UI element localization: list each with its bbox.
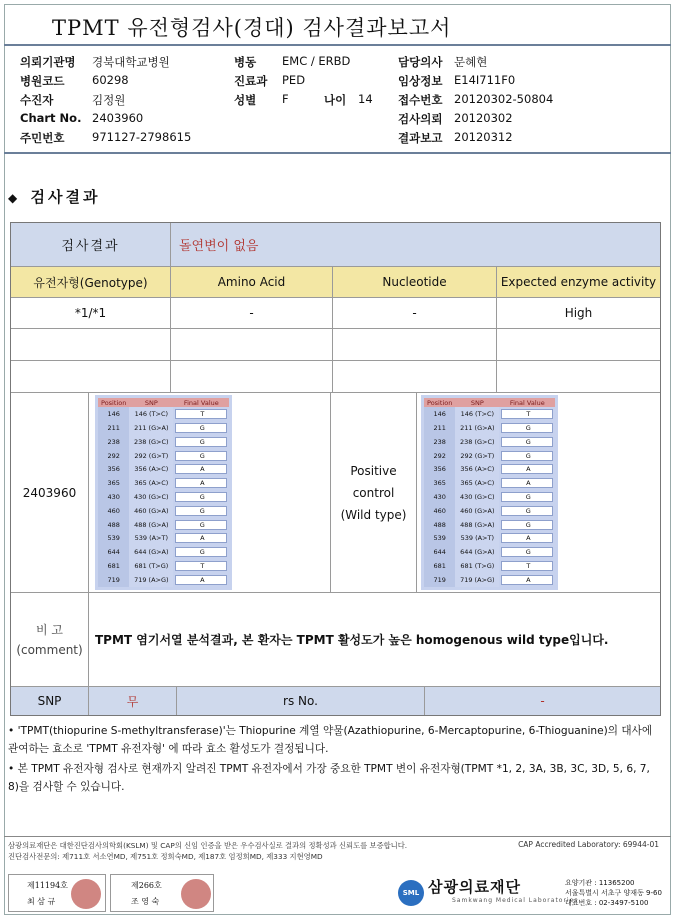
snp-final-value: T: [499, 407, 555, 421]
stamp-1-name: 최 삼 규: [27, 897, 56, 906]
lab-registration: 요양기관 : 11365200: [565, 879, 635, 887]
control-label: Positive control (Wild type): [331, 393, 417, 592]
lab-name: 삼광의료재단: [428, 878, 521, 896]
snp-row: [98, 421, 229, 435]
snp-final-value: G: [499, 504, 555, 518]
info-row-5: [20, 130, 660, 149]
lab-address: 서울특별시 서초구 양재동 9-60: [565, 889, 662, 897]
snp-header: SNP: [129, 398, 173, 407]
info-row-2: [20, 73, 660, 92]
snp-position: 292: [98, 449, 129, 463]
genotype-header-row: [11, 267, 660, 298]
chart-label: Chart No.: [20, 111, 82, 125]
snp-change: 356 (A>C): [129, 463, 173, 477]
lab-phone: 대표번호 : 02-3497-5100: [565, 899, 649, 907]
note-1: • 'TPMT(thiopurine S-methyltransferase)'는 Thiopurine 계열 약물(Azathiopurine, 6-Mercaptopurine, 6-Thioguanine)의 대사에 관여하는 효소로 'TPMT 유전자형' 에 따라 효소 활성도가 결정됩니다.: [8, 725, 653, 755]
snp-position: 488: [98, 518, 129, 532]
snp-position: 365: [424, 476, 455, 490]
snp-row: [98, 531, 229, 545]
snp-change: 146 (T>C): [455, 407, 499, 421]
info-divider: [4, 152, 671, 154]
title-divider: [4, 44, 671, 46]
snp-position: 211: [98, 421, 129, 435]
snp-final-value: G: [173, 518, 229, 532]
stamp-2-name: 조 영 숙: [131, 897, 160, 906]
snp-row: [424, 518, 555, 532]
comment-text: TPMT 염기서열 분석결과, 본 환자는 TPMT 활성도가 높은 homogenous wild type입니다.: [95, 633, 609, 647]
info-row-3: [20, 92, 660, 111]
rrn-label: 주민번호: [20, 131, 65, 145]
rs-label: rs No.: [177, 687, 425, 715]
snp-position: 644: [424, 545, 455, 559]
snp-row: [98, 573, 229, 587]
code-label: 병원코드: [20, 74, 65, 88]
snp-change: 539 (A>T): [455, 531, 499, 545]
snp-label: SNP: [11, 687, 89, 715]
snp-final-value: G: [499, 435, 555, 449]
snp-final-value: G: [173, 421, 229, 435]
genotype-header: 유전자형(Genotype): [11, 267, 171, 297]
result-summary: 돌연변이 없음: [171, 223, 660, 266]
snp-row: [98, 476, 229, 490]
snp-final-value: A: [173, 531, 229, 545]
sml-logo-icon: SML: [398, 880, 424, 906]
patient-info: [20, 54, 660, 149]
snp-value: 무: [89, 687, 177, 715]
snp-final-value: G: [173, 490, 229, 504]
request-label: 검사의뢰: [398, 112, 443, 126]
snp-position: 430: [98, 490, 129, 504]
snp-row: [98, 504, 229, 518]
snp-final-value: T: [173, 559, 229, 573]
snp-row: [424, 545, 555, 559]
cap-accreditation: CAP Accredited Laboratory: 69944-01: [518, 840, 659, 849]
snp-change: 488 (G>A): [129, 518, 173, 532]
snp-row: [424, 531, 555, 545]
snp-header: SNP: [455, 398, 499, 407]
snp-change: 365 (A>C): [129, 476, 173, 490]
lab-name-english: Samkwang Medical Laboratories: [452, 897, 579, 904]
snp-final-value: A: [173, 476, 229, 490]
clinical-label: 임상정보: [398, 74, 443, 88]
snp-position: 146: [424, 407, 455, 421]
snp-change: 460 (G>A): [455, 504, 499, 518]
snp-change: 488 (G>A): [455, 518, 499, 532]
footer-divider: [4, 836, 671, 837]
request-value: 20120302: [454, 111, 513, 125]
snp-final-value: A: [173, 463, 229, 477]
footer-text: [8, 840, 407, 862]
stamp-2: [110, 874, 214, 912]
snp-final-value: G: [173, 435, 229, 449]
snp-row: [98, 490, 229, 504]
snp-summary-row: [11, 687, 660, 715]
receipt-label: 접수번호: [398, 93, 443, 107]
sex-label: 성별: [234, 93, 257, 107]
snp-change: 460 (G>A): [129, 504, 173, 518]
snp-change: 430 (G>C): [129, 490, 173, 504]
empty-row: [11, 361, 660, 393]
snp-row: [98, 559, 229, 573]
snp-row: [98, 449, 229, 463]
result-label: 검사결과: [11, 223, 171, 266]
stamp-2-number: 제266호: [131, 881, 162, 890]
snp-change: 430 (G>C): [455, 490, 499, 504]
result-table: [10, 222, 661, 716]
genotype-data-row: [11, 298, 660, 329]
nucleotide-header: Nucleotide: [333, 267, 497, 297]
sample-snp-panel: [95, 395, 232, 589]
genotype-value: *1/*1: [11, 298, 171, 328]
info-row-1: [20, 54, 660, 73]
snp-position: 719: [424, 573, 455, 587]
snp-final-value: G: [173, 545, 229, 559]
snp-change: 211 (G>A): [455, 421, 499, 435]
doctor-label: 담당의사: [398, 55, 443, 69]
snp-change: 681 (T>G): [455, 559, 499, 573]
final-value-header: Final Value: [499, 398, 555, 407]
note-2: • 본 TPMT 유전자형 검사로 현재까지 알려진 TPMT 유전자에서 가장 중요한 TPMT 변이 유전자형(TPMT *1, 2, 3A, 3B, 3C, 3D, 5, 6, 7, 8)을 검사할 수 있습니다.: [8, 763, 650, 793]
snp-final-value: T: [173, 407, 229, 421]
snp-position: 430: [424, 490, 455, 504]
comment-row: [11, 593, 660, 687]
snp-change: 644 (G>A): [129, 545, 173, 559]
seal-icon: [181, 879, 211, 909]
stamp-1: [8, 874, 106, 912]
snp-final-value: G: [499, 518, 555, 532]
hospital-value: 경북대학교병원: [92, 55, 170, 69]
snp-position: 238: [98, 435, 129, 449]
snp-row: [424, 407, 555, 421]
position-header: Position: [98, 398, 129, 407]
snp-position: 356: [98, 463, 129, 477]
snp-change: 365 (A>C): [455, 476, 499, 490]
snp-position: 292: [424, 449, 455, 463]
snp-position: 365: [98, 476, 129, 490]
diamond-icon: ◆: [8, 191, 21, 205]
age-value: 14: [358, 92, 373, 106]
ward-label: 병동: [234, 55, 257, 69]
sex-value: F: [282, 92, 289, 106]
snp-position: 539: [98, 531, 129, 545]
snp-analysis-row: [11, 393, 660, 593]
control-snp-panel-cell: [417, 393, 660, 592]
section-title: 검사결과: [30, 188, 101, 206]
snp-row: [98, 463, 229, 477]
snp-final-value: G: [173, 449, 229, 463]
snp-final-value: G: [173, 504, 229, 518]
snp-row: [98, 407, 229, 421]
snp-position: 238: [424, 435, 455, 449]
snp-final-value: A: [499, 573, 555, 587]
dept-value: PED: [282, 73, 306, 87]
footer-accreditation: 삼광의료재단은 대한진단검사의학회(KSLM) 및 CAP의 신임 인증을 받은 우수검사실로 결과의 정확성과 신뢰도를 보증합니다.: [8, 841, 408, 850]
info-row-4: [20, 111, 660, 130]
control-snp-table: [424, 398, 555, 586]
control-snp-panel: [421, 395, 558, 589]
amino-acid-header: Amino Acid: [171, 267, 333, 297]
notes: [8, 722, 663, 798]
sample-snp-panel-cell: [89, 393, 331, 592]
dept-label: 진료과: [234, 74, 268, 88]
sample-id: 2403960: [11, 393, 89, 592]
snp-final-value: A: [499, 463, 555, 477]
snp-change: 238 (G>C): [455, 435, 499, 449]
seal-icon: [71, 879, 101, 909]
snp-final-value: A: [499, 531, 555, 545]
comment-label: [11, 593, 89, 686]
receipt-value: 20120302-50804: [454, 92, 554, 106]
snp-change: 238 (G>C): [129, 435, 173, 449]
doctor-value: 문혜현: [454, 55, 488, 69]
snp-change: 146 (T>C): [129, 407, 173, 421]
code-value: 60298: [92, 73, 129, 87]
snp-final-value: G: [499, 421, 555, 435]
snp-position: 681: [424, 559, 455, 573]
snp-row: [98, 518, 229, 532]
snp-position: 356: [424, 463, 455, 477]
snp-position: 460: [98, 504, 129, 518]
snp-change: 211 (G>A): [129, 421, 173, 435]
snp-change: 681 (T>G): [129, 559, 173, 573]
comment-label-english: (comment): [16, 642, 83, 657]
snp-position: 460: [424, 504, 455, 518]
snp-change: 719 (A>G): [129, 573, 173, 587]
snp-position: 539: [424, 531, 455, 545]
snp-change: 539 (A>T): [129, 531, 173, 545]
snp-final-value: G: [499, 449, 555, 463]
snp-row: [424, 490, 555, 504]
snp-row: [98, 545, 229, 559]
nucleotide-value: -: [333, 298, 497, 328]
snp-change: 719 (A>G): [455, 573, 499, 587]
position-header: Position: [424, 398, 455, 407]
hospital-label: 의뢰기관명: [20, 55, 76, 69]
snp-row: [424, 435, 555, 449]
snp-row: [424, 421, 555, 435]
age-label: 나이: [324, 93, 347, 107]
snp-row: [424, 463, 555, 477]
snp-final-value: T: [499, 559, 555, 573]
enzyme-activity-value: High: [564, 306, 593, 320]
chart-value: 2403960: [92, 111, 144, 125]
comment-label-korean: 비 고: [36, 622, 63, 637]
snp-position: 211: [424, 421, 455, 435]
report-date-value: 20120312: [454, 130, 513, 144]
amino-acid-value: -: [171, 298, 333, 328]
empty-row: [11, 329, 660, 361]
final-value-header: Final Value: [173, 398, 229, 407]
snp-row: [98, 435, 229, 449]
enzyme-activity-header: Expected enzyme activity: [500, 275, 657, 289]
snp-change: 292 (G>T): [129, 449, 173, 463]
clinical-value: E14I711F0: [454, 73, 516, 87]
snp-position: 681: [98, 559, 129, 573]
snp-change: 644 (G>A): [455, 545, 499, 559]
snp-row: [424, 573, 555, 587]
snp-row: [424, 449, 555, 463]
snp-row: [424, 504, 555, 518]
snp-position: 644: [98, 545, 129, 559]
snp-change: 292 (G>T): [455, 449, 499, 463]
report-title: TPMT 유전형검사(경대) 검사결과보고서: [52, 16, 452, 40]
ward-value: EMC / ERBD: [282, 54, 351, 68]
rrn-value: 971127-2798615: [92, 130, 192, 144]
rs-value: -: [540, 694, 545, 708]
snp-final-value: A: [173, 573, 229, 587]
lab-contact: [565, 878, 662, 908]
snp-position: 719: [98, 573, 129, 587]
section-heading: [8, 186, 100, 207]
stamp-1-number: 제11194호: [27, 881, 68, 890]
snp-final-value: G: [499, 545, 555, 559]
snp-row: [424, 476, 555, 490]
snp-change: 356 (A>C): [455, 463, 499, 477]
patient-value: 김정원: [92, 93, 126, 107]
snp-final-value: A: [499, 476, 555, 490]
report-date-label: 결과보고: [398, 131, 443, 145]
snp-final-value: G: [499, 490, 555, 504]
footer-specialists: 진단검사전문의: 제711호 서소연MD, 제751호 정희숙MD, 제187호 엄정희MD, 제333 지현영MD: [8, 852, 323, 861]
sample-snp-table: [98, 398, 229, 586]
snp-position: 488: [424, 518, 455, 532]
result-summary-row: [11, 223, 660, 267]
snp-position: 146: [98, 407, 129, 421]
snp-row: [424, 559, 555, 573]
patient-label: 수진자: [20, 93, 54, 107]
